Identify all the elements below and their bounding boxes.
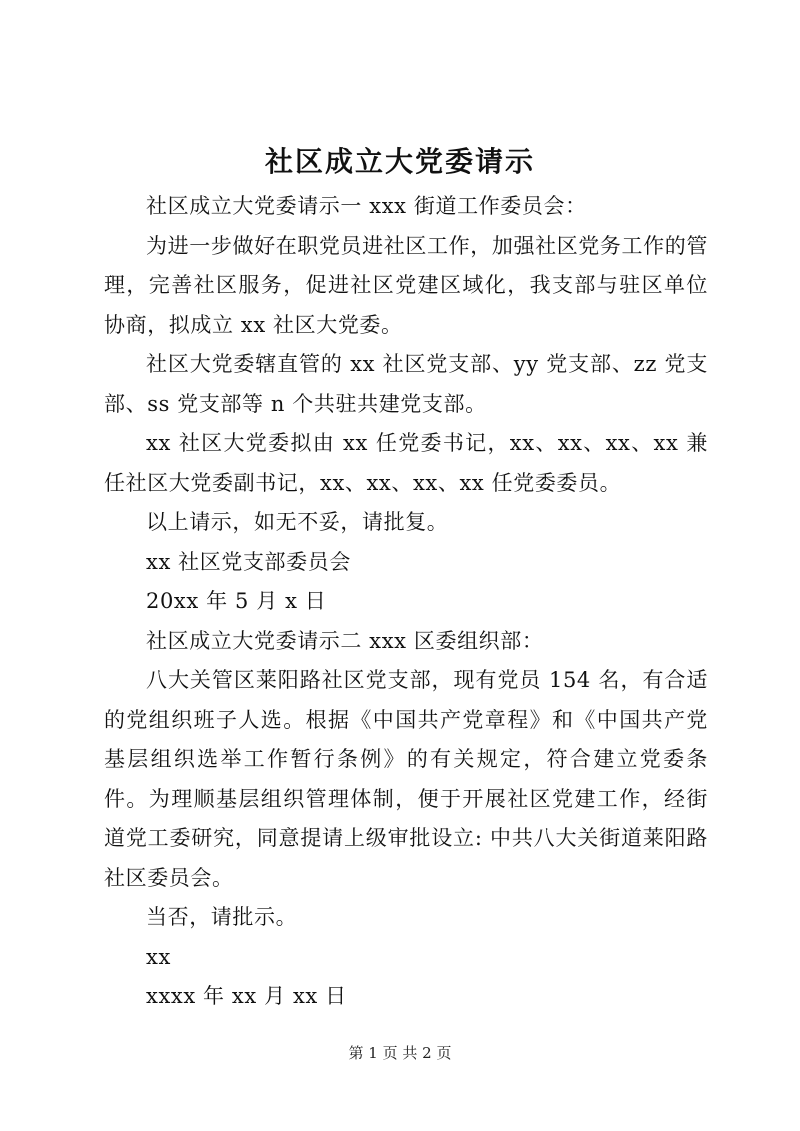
paragraph-branches: 社区大党委辖直管的 xx 社区党支部、yy 党支部、zz 党支部、ss 党支部等 n 个共驻共建党支部。 (104, 352, 708, 416)
document-body (104, 187, 708, 1017)
paragraph-approval-request: 当否，请批示。 (146, 905, 298, 929)
paragraph-salutation-2: 社区成立大党委请示二 xxx 区委组织部： (146, 628, 544, 653)
page-indicator: 第 1 页 共 2 页 (348, 1044, 452, 1062)
paragraph-date-2: xxxx 年 xx 月 xx 日 (146, 984, 347, 1008)
paragraph-date-1: 20xx 年 5 月 x 日 (146, 589, 327, 613)
paragraph-signature-2: xx (146, 944, 171, 969)
paragraph-main-request: 八大关管区莱阳路社区党支部，现有党员 154 名，有合适的党组织班子人选。根据《中国共产党章程》和《中国共产党基层组织选举工作暂行条例》的有关规定，符合建立党委条件。为理顺基层组织管理体制，便于开展社区党建工作，经街道党工委研究，同意提请上级审批设立: 中共八大关街道莱阳路社区委员会。 (104, 668, 708, 890)
paragraph-personnel: xx 社区大党委拟由 xx 任党委书记，xx、xx、xx、xx 兼任社区大党委副书记，xx、xx、xx、xx 任党委委员。 (104, 431, 708, 495)
paragraph-signature-org: xx 社区党支部委员会 (146, 549, 351, 574)
paragraph-salutation-1: 社区成立大党委请示一 xxx 街道工作委员会： (146, 194, 587, 218)
paragraph-request-closing: 以上请示，如无不妥，请批复。 (146, 510, 449, 534)
document-title: 社区成立大党委请示 (264, 145, 535, 178)
paragraph-purpose: 为进一步做好在职党员进社区工作，加强社区党务工作的管理，完善社区服务，促进社区党建区域化，我支部与驻区单位协商，拟成立 xx 社区大党委。 (104, 233, 708, 337)
